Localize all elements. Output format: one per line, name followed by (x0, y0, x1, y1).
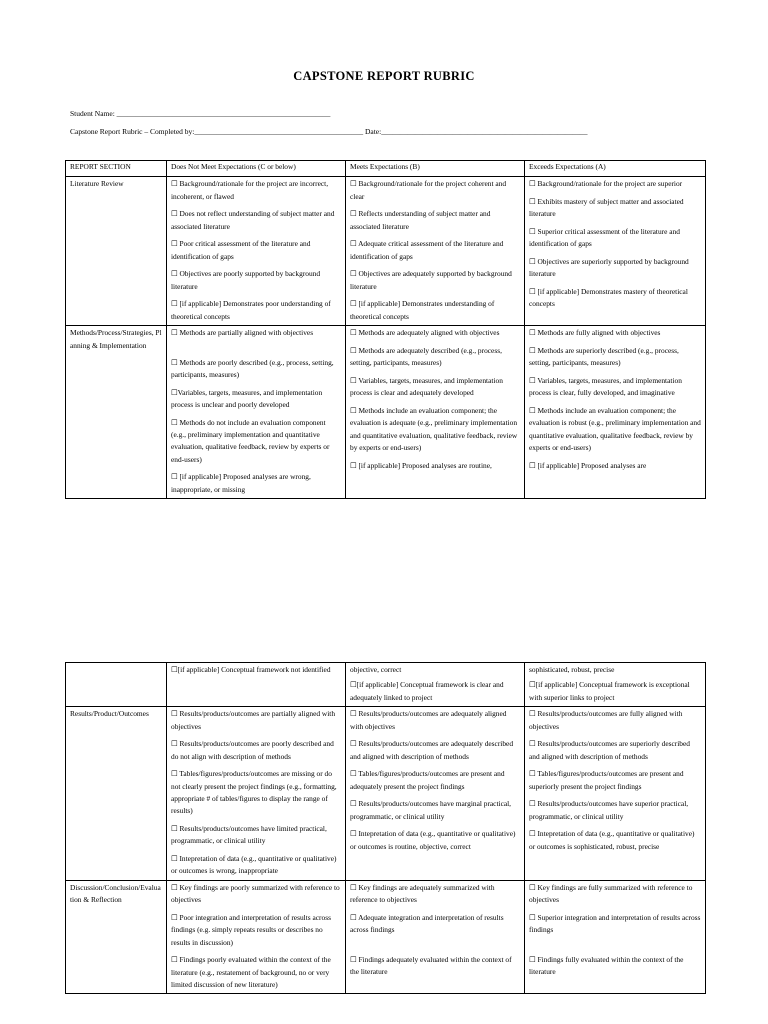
criterion-item: ☐ Methods include an evaluation component; the evaluation is adequate (e.g., preliminary implementation and quantitative evaluation, qualitative feedback, review by experts or end-users) (350, 405, 518, 453)
header-report-section: REPORT SECTION (66, 161, 167, 177)
criterion-item: ☐ [if applicable] Demonstrates mastery of theoretical concepts (529, 287, 688, 309)
criterion-item: ☐ Variables, targets, measures, and implementation process is clear, fully developed, and imaginative (529, 375, 682, 398)
section-label-discussion: Discussion/Conclusion/Evaluation & Reflection (66, 880, 167, 994)
cell-meets (346, 177, 525, 326)
cell-does-not-meet (167, 663, 346, 707)
criterion-item: ☐ Results/products/outcomes are adequately described and aligned with description of methods (350, 739, 514, 761)
criterion-item: ☐ [if applicable] Proposed analyses are wrong, inappropriate, or missing (171, 472, 311, 494)
criterion-item: ☐ Reflects understanding of subject matter and associated literature (350, 209, 491, 231)
rubric-table-page1 (65, 160, 706, 499)
criterion-item: ☐ Methods are partially aligned with objectives (171, 328, 314, 338)
criterion-item: sophisticated, robust, precise (529, 665, 615, 674)
criterion-item: ☐ Results/products/outcomes have superior practical, programmatic, or clinical utility (529, 799, 689, 821)
criterion-item: ☐ Methods are adequately described (e.g., process, setting, participants, measures) (350, 345, 502, 368)
cell-meets (346, 326, 525, 499)
section-label-methods: Methods/Process/Strategies, Planning & Implementation (66, 326, 167, 499)
cell-does-not-meet (167, 880, 346, 994)
criterion-item: ☐ [if applicable] Proposed analyses are (529, 460, 647, 470)
criterion-item: ☐ Poor integration and interpretation of results across findings (e.g. simply repeats results or describes no results in discussion) (171, 912, 331, 947)
criterion-item: ☐ Objectives are poorly supported by background literature (171, 269, 321, 291)
criterion-item: ☐ Results/products/outcomes have limited practical, programmatic, or clinical utility (171, 824, 327, 846)
criterion-item: ☐ Results/products/outcomes are superiorly described and aligned with description of methods (529, 739, 690, 761)
criterion-item: ☐ [if applicable] Demonstrates poor understanding of theoretical concepts (171, 299, 331, 321)
criterion-item: ☐[if applicable] Conceptual framework not identified (171, 665, 331, 674)
criterion-item: ☐ Findings adequately evaluated within the context of the literature (350, 954, 512, 977)
cell-does-not-meet (167, 177, 346, 326)
criterion-item: ☐ [if applicable] Demonstrates understanding of theoretical concepts (350, 299, 495, 321)
student-name-field: Student Name: _________________________________________________________ (70, 109, 331, 118)
criterion-item: ☐ [if applicable] Proposed analyses are routine, (350, 460, 492, 470)
criterion-item: ☐[if applicable] Conceptual framework is clear and adequately linked to project (350, 680, 504, 702)
criterion-item: ☐ Results/products/outcomes have marginal practical, programmatic, or clinical utility (350, 799, 512, 821)
criterion-item: ☐ Tables/figures/products/outcomes are present and adequately present the project findings (350, 769, 505, 791)
criterion-item: ☐ Intepretation of data (e.g., quantitative or qualitative) or outcomes is routine, objective, correct (350, 829, 516, 851)
header-exceeds: Exceeds Expectations (A) (525, 161, 706, 177)
section-label-continued (66, 663, 167, 707)
criterion-item: ☐ Exhibits mastery of subject matter and associated literature (529, 197, 684, 219)
criterion-item: ☐ Objectives are adequately supported by background literature (350, 269, 512, 291)
criterion-item: ☐ Methods do not include an evaluation component (e.g., preliminary implementation and quantitative evaluation, qualitative feedback, review by experts or end-users) (171, 417, 330, 464)
table-header-row (66, 161, 706, 177)
criterion-item: ☐ Variables, targets, measures, and implementation process is clear and adequately developed (350, 375, 503, 398)
criterion-item: objective, correct (350, 665, 402, 674)
criterion-item: ☐ Poor critical assessment of the literature and identification of gaps (171, 239, 311, 261)
criterion-item: ☐ Tables/figures/products/outcomes are missing or do not clearly present the project findings (e.g., formatting, appropriate # of tables/figures to display the range of results) (171, 769, 337, 816)
cell-exceeds (525, 707, 706, 881)
criterion-item: ☐ Findings poorly evaluated within the context of the literature (e.g., restatement of background, no or very limited discussion of new literature) (171, 955, 331, 990)
criterion-item: ☐ Key findings are poorly summarized with reference to objectives (171, 882, 340, 905)
criterion-item: ☐ Superior integration and interpretation of results across findings (529, 912, 701, 935)
table-row (66, 707, 706, 881)
criterion-item: ☐Variables, targets, measures, and implementation process is unclear and poorly developed (171, 387, 323, 410)
criterion-item: ☐ Methods are poorly described (e.g., process, setting, participants, measures) (171, 357, 334, 380)
criterion-item: ☐ Does not reflect understanding of subject matter and associated literature (171, 209, 335, 231)
criterion-item: ☐ Methods are adequately aligned with objectives (350, 328, 500, 338)
table-row (66, 177, 706, 326)
criterion-item: ☐ Methods are fully aligned with objectives (529, 328, 661, 338)
cell-meets (346, 707, 525, 881)
criterion-item: ☐ Adequate integration and interpretation of results across findings (350, 912, 504, 935)
criterion-item: ☐ Key findings are adequately summarized with reference to objectives (350, 882, 495, 905)
criterion-item: ☐ Results/products/outcomes are fully aligned with objectives (529, 709, 683, 731)
criterion-item: ☐ Superior critical assessment of the literature and identification of gaps (529, 227, 680, 249)
criterion-item: ☐ Objectives are superiorly supported by background literature (529, 257, 689, 279)
criterion-item: ☐ Background/rationale for the project are superior (529, 179, 683, 189)
table-row (66, 880, 706, 994)
criterion-item: ☐ Results/products/outcomes are poorly described and do not align with description of methods (171, 739, 334, 761)
criterion-item: ☐ Intepretation of data (e.g., quantitative or qualitative) or outcomes is wrong, inappropriate (171, 854, 337, 876)
table-row (66, 663, 706, 707)
page-title: CAPSTONE REPORT RUBRIC (293, 69, 475, 83)
table-row (66, 326, 706, 499)
completed-by-field: Capstone Report Rubric – Completed by:_____________________________________________ Date:_______________________________________________________ (70, 127, 588, 136)
section-label-results: Results/Product/Outcomes (66, 707, 167, 881)
cell-does-not-meet (167, 326, 346, 499)
criterion-item: ☐ Methods include an evaluation component; the evaluation is robust (e.g., preliminary implementation and quantitative evaluation, qualitative feedback, review by experts or end-users) (529, 405, 701, 453)
cell-exceeds (525, 177, 706, 326)
criterion-item: ☐ Results/products/outcomes are adequately aligned with objectives (350, 709, 507, 731)
rubric-table-page2 (65, 662, 706, 994)
cell-exceeds (525, 663, 706, 707)
criterion-item: ☐ Tables/figures/products/outcomes are present and superiorly present the project findings (529, 769, 684, 791)
header-does-not-meet: Does Not Meet Expectations (C or below) (167, 161, 346, 177)
criterion-item: ☐ Background/rationale for the project are incorrect, incoherent, or flawed (171, 179, 329, 201)
criterion-item: ☐ Findings fully evaluated within the context of the literature (529, 954, 684, 977)
section-label-literature-review: Literature Review (66, 177, 167, 326)
criterion-item: ☐ Results/products/outcomes are partially aligned with objectives (171, 709, 336, 731)
cell-meets (346, 663, 525, 707)
cell-meets (346, 880, 525, 994)
criterion-item: ☐ Intepretation of data (e.g., quantitative or qualitative) or outcomes is sophisticated, robust, precise (529, 829, 695, 851)
criterion-item: ☐ Adequate critical assessment of the literature and identification of gaps (350, 239, 504, 261)
cell-exceeds (525, 880, 706, 994)
criterion-item: ☐[if applicable] Conceptual framework is exceptional with superior links to project (529, 680, 690, 702)
cell-exceeds (525, 326, 706, 499)
criterion-item: ☐ Methods are superiorly described (e.g., process, setting, participants, measures) (529, 345, 679, 368)
criterion-item: ☐ Key findings are fully summarized with reference to objectives (529, 882, 693, 905)
cell-does-not-meet (167, 707, 346, 881)
criterion-item: ☐ Background/rationale for the project coherent and clear (350, 179, 507, 201)
header-meets: Meets Expectations (B) (346, 161, 525, 177)
